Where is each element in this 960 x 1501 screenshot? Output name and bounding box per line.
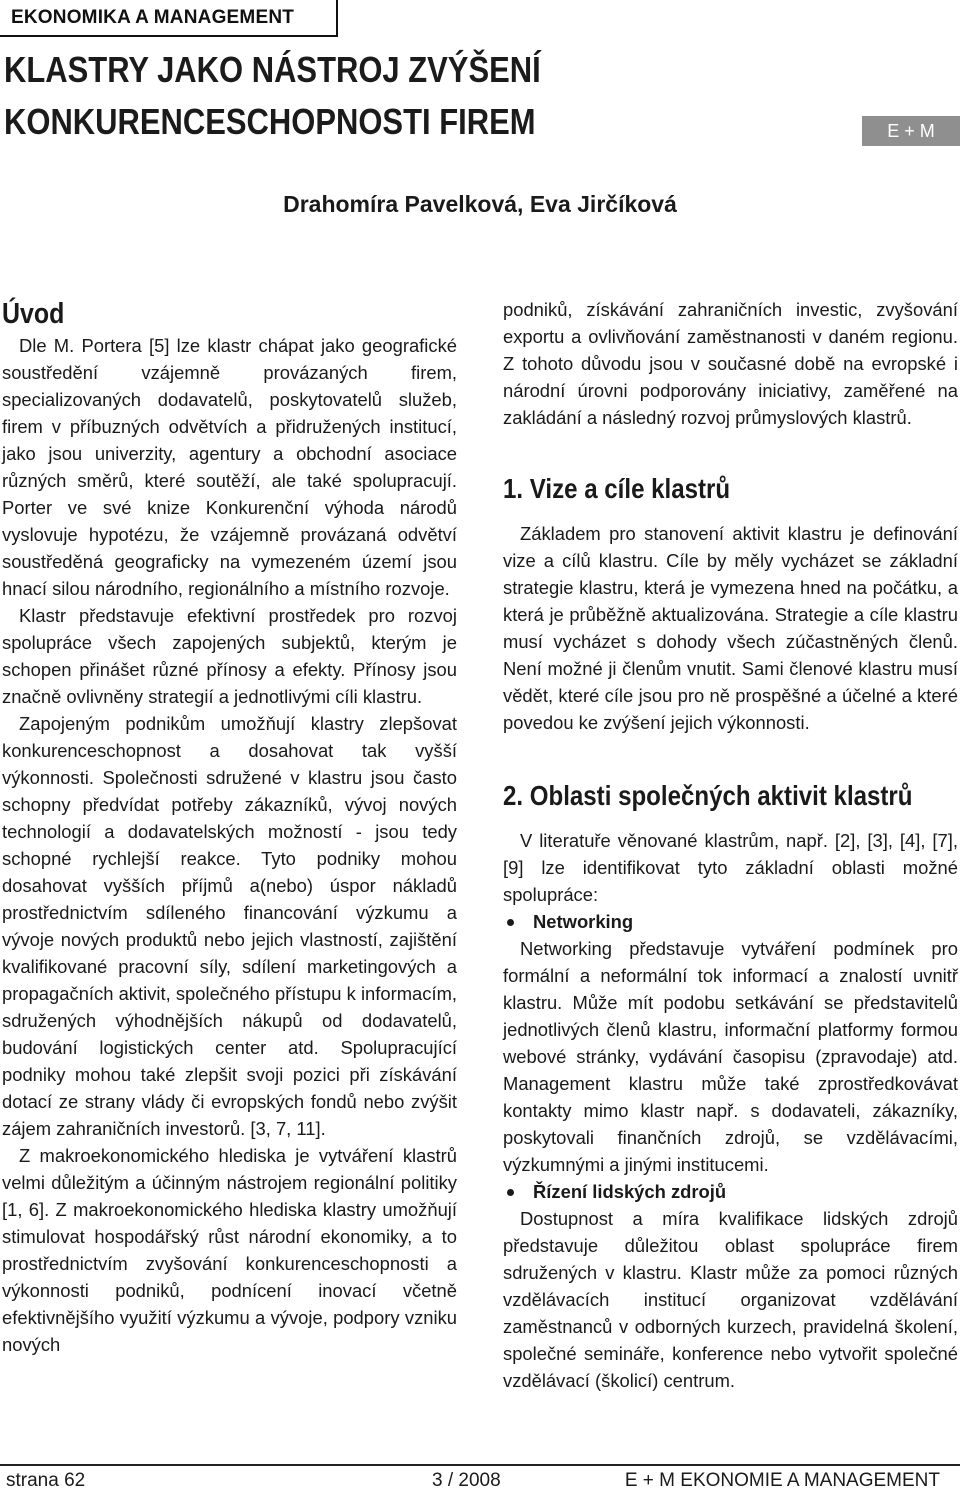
article-title (4, 44, 658, 148)
heading-vize: 1. Vize a cíle klastrů (503, 473, 731, 504)
paragraph-rizeni-lidskych-zdroju: Dostupnost a míra kvalifikace lidských zdrojů představuje důležitou oblast spolupráce firem sdružených v klastru. Klastr může za pomoci různých vzdělávacích institucí organizovat vzdělávání zaměstnanců v odborných kurzech, pravidelná školení, společné semináře, konference nebo vytvořit společné vzdělávací (školicí) centrum. (503, 1208, 958, 1391)
bullet-rizeni-lidskych-zdroju: Řízení lidských zdrojů (503, 1178, 958, 1205)
paragraph-oblasti: V literatuře věnované klastrům, např. [2], [3], [4], [7], [9] lze identifikovat tyto základní oblasti možné spolupráce: (503, 830, 958, 905)
section-label: EKONOMIKA A MANAGEMENT (11, 7, 295, 28)
paragraph-podniky: Zapojeným podnikům umožňují klastry zlepšovat konkurenceschopnost a dosahovat tak vyšší výkonnosti. Společnosti sdružené v klastru jsou často schopny předvídat potřeby zákazníků, vývoj nových technologií a dodavatelských možností - jsou tedy schopné rychlejší reakce. Tyto podniky mohou dosahovat vyšších příjmů a(nebo) úspor nákladů prostřednictvím sdíleného financování výzkumu a vývoje nových produktů nebo jejich vlastností, zajištění kvalifikované pracovní síly, sdílení marketingových a propagačních aktivit, společného přístupu k informacím, sdružených výhodnějších nákupů od dodavatelů, budování logistických center atd. Spolupracující podniky mohou také zlepšit svoji pozici při získávání dotací ze strany vlády či evropských fondů nebo zvýšit zájem zahraničních investorů. [3, 7, 11]. (2, 713, 457, 1139)
journal-badge: E + M (862, 116, 960, 146)
authors: Drahomíra Pavelková, Eva Jirčíková (283, 191, 677, 217)
footer-issue: 3 / 2008 (432, 1470, 501, 1491)
paragraph-continued: podniků, získávání zahraničních investic, zvyšování exportu a ovlivňování zaměstnanosti v daném regionu. Z tohoto důvodu jsou v současné době na evropské i národní úrovni podporovány iniciativy, zaměřené na zakládání a následný rozvoj průmyslových klastrů. (503, 299, 958, 428)
left-column (2, 296, 457, 1358)
heading-uvod: Úvod (2, 298, 65, 330)
section-label-box (0, 0, 338, 37)
bullet-networking: Networking (503, 908, 958, 935)
footer-page-number: strana 62 (6, 1470, 86, 1491)
footer-divider (0, 1464, 960, 1466)
paragraph-networking: Networking představuje vytváření podmínek pro formální a neformální tok informací a znalostí uvnitř klastru. Může mít podobu setkávání se představitelů jednotlivých členů klastru, informační platformy formou webové stránky, vydávání časopisu (zpravodaje) atd. Management klastru může také zprostředkovávat kontakty mimo klastr např. s dodavateli, zákazníky, poskytovali finančních zdrojů, se vzdělávacími, výzkumnými a jinými institucemi. (503, 938, 958, 1175)
paragraph-makro: Z makroekonomického hlediska je vytváření klastrů velmi důležitým a účinným nástrojem regionální politiky [1, 6]. Z makroekonomického hlediska klastry umožňují stimulovat hospodářský růst národní ekonomiky, a to prostřednictvím zvyšování konkurenceschopnosti a výkonnosti podniků, podnícení inovací včetně efektivnějšího využití výzkumu a vývoje, podpory vzniku nových (2, 1145, 457, 1355)
paragraph-intro: Dle M. Portera [5] lze klastr chápat jako geografické soustředění vzájemně provázaných firem, specializovaných dodavatelů, poskytovatelů služeb, firem v příbuzných odvětvích a přidružených institucí, jako jsou univerzity, agentury a obchodní asociace různých směrů, které soutěží, ale také spolupracují. Porter ve své knize Konkurenční výhoda národů vyslovuje hypotézu, že vzájemně provázaná odvětví soustředěná geograficky na vymezeném území jsou hnací silou národního, regionálního a místního rozvoje. (2, 335, 457, 599)
right-column (503, 296, 958, 1394)
paragraph-klastr: Klastr představuje efektivní prostředek pro rozvoj spolupráce všech zapojených subjektů, kterým je schopen přinášet různé přínosy a efekty. Přínosy jsou značně ovlivněny strategií a jednotlivými cíli klastru. (2, 605, 457, 707)
footer-journal: E + M EKONOMIE A MANAGEMENT (624, 1470, 940, 1491)
title-line-1: KLASTRY JAKO NÁSTROJ ZVÝŠENÍ (4, 49, 541, 90)
paragraph-vize: Základem pro stanovení aktivit klastru je definování vize a cílů klastru. Cíle by měly vycházet se základní strategie klastru, která je vymezena hned na počátku, a která je průběžně aktualizována. Strategie a cíle klastru musí vycházet s dohody všech zúčastněných členů. Není možné ji členům vnutit. Sami členové klastru musí vědět, které cíle jsou pro ně prospěšné a účelné a které povedou ke zvýšení jejich výkonnosti. (503, 523, 958, 733)
heading-oblasti: 2. Oblasti společných aktivit klastrů (503, 780, 913, 811)
title-line-2: KONKURENCESCHOPNOSTI FIREM (4, 101, 536, 142)
